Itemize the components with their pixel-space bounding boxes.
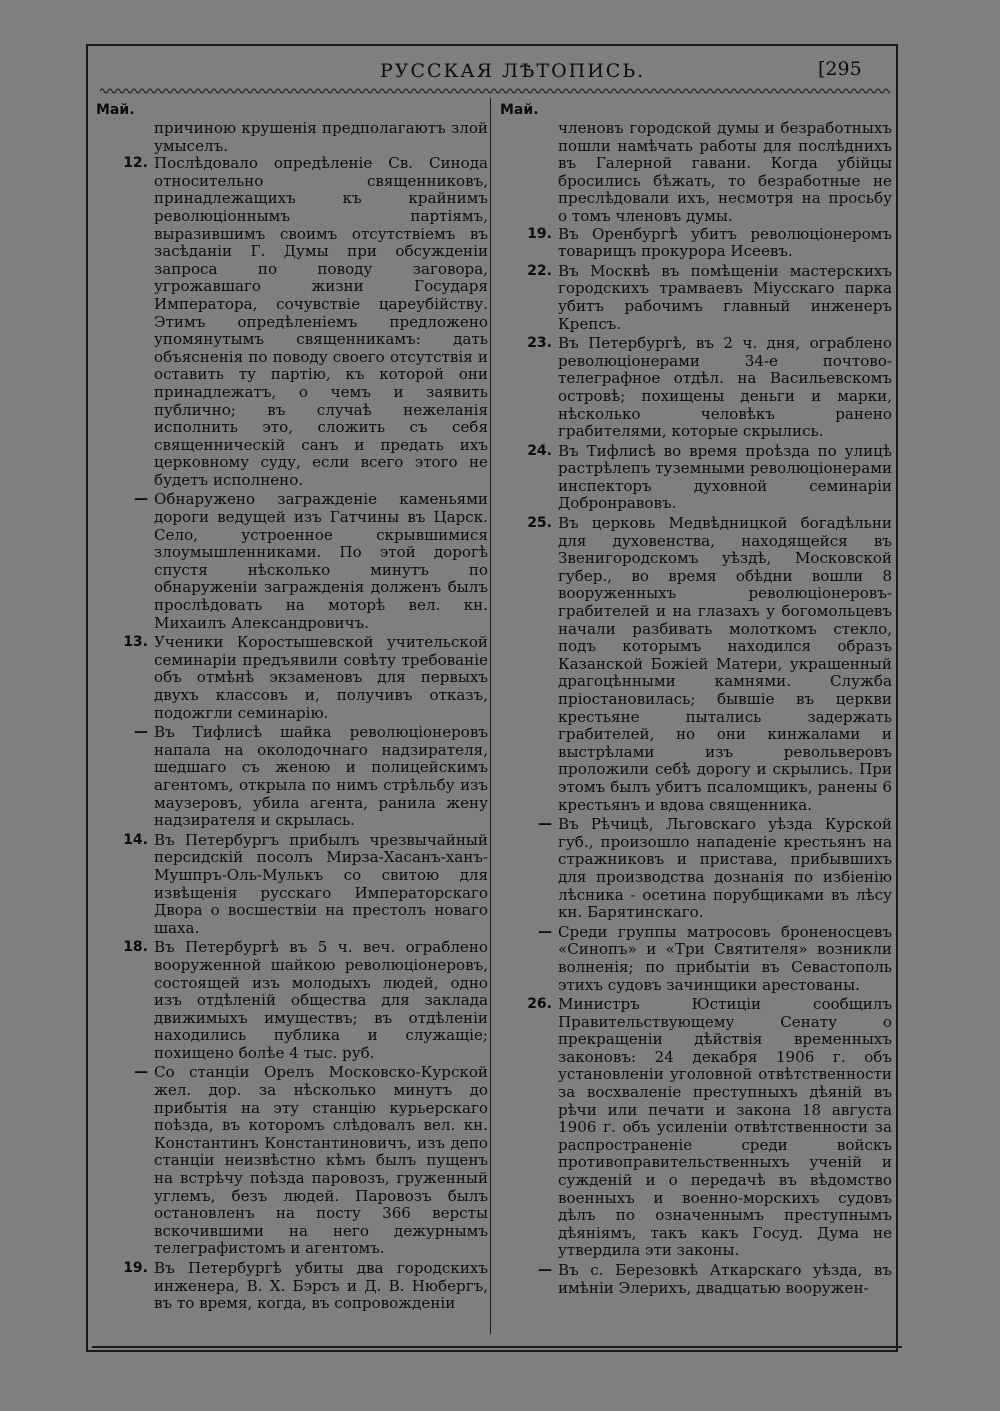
chronicle-entry	[500, 443, 892, 513]
chronicle-entry	[96, 1260, 488, 1313]
left-continuation: причиною крушенія предполагаютъ злой умыселъ.	[154, 119, 488, 155]
entry-day: —	[134, 491, 148, 508]
entry-day: 14.	[123, 831, 148, 848]
entry-text: Въ Петербургѣ въ 5 ч. веч. ограблено вооруженной шайкою революціонеровъ, состоящей изъ молодыхъ людей, одно изъ отдѣленій общества для заклада движимыхъ имуществъ; въ отдѣленіи находились публика и служащіе; похищено болѣе 4 тыс. руб.	[154, 938, 488, 1062]
right-month-label: Май.	[500, 102, 539, 118]
entry-text: Ученики Коростышевской учительской семинаріи предъявили совѣту требованіе объ отмѣнѣ экзаменовъ для первыхъ двухъ классовъ и, получивъ отказъ, подожгли семинарію.	[154, 633, 488, 722]
chronicle-entry	[500, 335, 892, 441]
entry-text: Со станціи Орелъ Московско-Курской жел. дор. за нѣсколько минутъ до прибытія на эту станцію курьерскаго поѣзда, въ которомъ слѣдовалъ вел. кн. Константинъ Константиновичъ, изъ депо станціи неизвѣстно кѣмъ былъ пущенъ на встрѣчу поѣзда паровозъ, груженный углемъ, безъ людей. Паровозъ былъ остановленъ на посту 366 версты вскочившими на него дежурнымъ телеграфистомъ и агентомъ.	[154, 1063, 488, 1258]
entry-text: Въ Петербургѣ убиты два городскихъ инженера, В. Х. Бэрсъ и Д. В. Нюбергъ, въ то время, когда, въ сопровожденіи	[154, 1259, 488, 1313]
entry-text: Министръ Юстиціи сообщилъ Правительствующему Сенату о прекращеніи дѣйствія временныхъ законовъ: 24 декабря 1906 г. объ установленіи уголовной отвѣтственности за восхваленіе преступныхъ дѣяній въ рѣчи или печати и закона 18 августа 1906 г. объ усиленіи отвѣтственности за распространеніе среди войскъ противоправительственныхъ ученій и сужденій и о передачѣ въ вѣдомство военныхъ и военно-морскихъ судовъ дѣлъ по означеннымъ преступнымъ дѣяніямъ, такъ какъ Госуд. Дума не утвердила эти законы.	[558, 995, 892, 1260]
entry-text: Въ Рѣчицѣ, Льговскаго уѣзда Курской губ., произошло нападеніе крестьянъ на стражниковъ и пристава, прибывшихъ для производства дознанія по избіенію лѣсника - осетина порубщиками въ лѣсу кн. Барятинскаго.	[558, 815, 892, 922]
entry-day: 24.	[527, 442, 552, 459]
left-month-label: Май.	[96, 102, 135, 118]
entry-day: 26.	[527, 996, 552, 1013]
entry-day: 18.	[123, 939, 148, 956]
right-continuation: членовъ городской думы и безработныхъ пошли намѣчать работы для послѣднихъ въ Галерной гавани. Когда убійцы бросились бѣжать, то безработные не преслѣдовали ихъ, несмотря на просьбу о томъ членовъ думы.	[558, 119, 892, 225]
entry-day: 22.	[527, 262, 552, 279]
chronicle-entry	[96, 939, 488, 1062]
chronicle-entry	[96, 491, 488, 632]
chronicle-entry	[96, 832, 488, 938]
entry-day: 19.	[123, 1260, 148, 1276]
entry-day: —	[538, 816, 552, 833]
chronicle-entry	[96, 1064, 488, 1258]
entry-day: 25.	[527, 515, 552, 532]
chronicle-entry	[96, 155, 488, 489]
entry-text: Обнаружено загражденіе каменьями дороги ведущей изъ Гатчины въ Царск. Село, устроенное скрывшимися злоумышленниками. По этой дорогѣ спустя нѣсколько минутъ по обнаруженіи загражденія долженъ былъ прослѣдовать на моторѣ вел. кн. Михаилъ Александровичъ.	[154, 490, 488, 632]
right-column	[500, 120, 892, 1299]
entry-text: Въ Оренбургѣ убитъ революціонеромъ товарищъ прокурора Исеевъ.	[558, 224, 892, 261]
entry-day: 12.	[123, 155, 148, 172]
chronicle-entry	[500, 996, 892, 1260]
chronicle-entry	[500, 226, 892, 261]
entry-text: Въ Москвѣ въ помѣщеніи мастерскихъ городскихъ трамваевъ Міусскаго парка убитъ рабочимъ главный инженеръ Крепсъ.	[558, 261, 892, 333]
entry-day: —	[134, 724, 148, 741]
entry-day: 19.	[527, 225, 552, 242]
chronicle-entry	[96, 724, 488, 830]
entry-text: Послѣдовало опредѣленіе Св. Синода относительно священниковъ, принадлежащихъ къ крайнимъ революціоннымъ партіямъ, выразившимъ своимъ отсутствіемъ въ засѣданіи Г. Думы при обсужденіи запроса по поводу заговора, угрожавшаго жизни Государя Императора, сочувствіе цареубійству. Этимъ опредѣленіемъ предложено упомянутымъ священникамъ: дать объясненія по поводу своего отсутствія и оставить ту партію, къ которой они принадлежатъ, о чемъ и заявить публично; въ случаѣ нежеланія исполнить это, сложить съ себя священническій санъ и предать ихъ церковному суду, если всего этого не будетъ исполнено.	[154, 154, 488, 489]
chronicle-entry	[500, 924, 892, 994]
entry-day: —	[538, 1262, 552, 1278]
page-header-title: РУССКАЯ ЛѢТОПИСЬ.	[380, 60, 646, 82]
left-column	[96, 120, 488, 1315]
chronicle-entry	[500, 515, 892, 814]
chronicle-entry	[500, 1262, 892, 1297]
column-divider	[490, 98, 491, 1334]
entry-text: Въ Тифлисѣ шайка революціонеровъ напала на околодочнаго надзирателя, шедшаго съ женою и полицейскимъ агентомъ, открыла по нимъ стрѣльбу изъ маузеровъ, убила агента, ранила жену надзирателя и скрылась.	[154, 723, 488, 830]
wavy-divider	[100, 86, 890, 96]
entry-text: Среди группы матросовъ броненосцевъ «Синопъ» и «Три Святителя» возникли волненія; по прибытіи въ Севастополь этихъ судовъ зачинщики арестованы.	[558, 922, 892, 994]
entry-day: —	[134, 1064, 148, 1081]
entry-text: Въ церковь Медвѣдницкой богадѣльни для духовенства, находящейся въ Звенигородскомъ уѣздѣ, Московской губер., во время обѣдни вошли 8 вооруженныхъ революціонеровъ-грабителей и на глазахъ у богомольцевъ начали разбивать молоткомъ стекло, подъ которымъ находился образъ Казанской Божіей Матери, украшенный драгоцѣнными камнями. Служба пріостановилась; бывшіе въ церкви крестьяне пытались задержать грабителей, но они кинжалами и выстрѣлами изъ револьверовъ проложили себѣ дорогу и скрылись. При этомъ былъ убитъ псаломщикъ, ранены 6 крестьянъ и вдова священника.	[558, 514, 892, 814]
entry-text: Въ Тифлисѣ во время проѣзда по улицѣ растрѣлепъ туземными революціонерами инспекторъ духовной семинаріи Добронравовъ.	[558, 441, 893, 513]
page-number: [295	[818, 58, 862, 80]
chronicle-entry	[500, 263, 892, 333]
entry-day: —	[538, 923, 552, 940]
bottom-rule	[92, 1346, 902, 1348]
entry-text: Въ Петербургѣ, въ 2 ч. дня, ограблено революціонерами 34-е почтово-телеграфное отдѣл. на Васильевскомъ островѣ; похищены деньги и марки, нѣсколько человѣкъ ранено грабителями, которые скрылись.	[558, 334, 892, 441]
chronicle-entry	[500, 816, 892, 922]
entry-day: 23.	[527, 335, 552, 352]
entry-day: 13.	[123, 634, 148, 651]
chronicle-entry	[96, 634, 488, 722]
entry-text: Въ с. Березовкѣ Аткарскаго уѣзда, въ имѣніи Элерихъ, двадцатью вооружен-	[558, 1261, 892, 1297]
entry-text: Въ Петербургъ прибылъ чрезвычайный персидскій посолъ Мирза-Хасанъ-ханъ-Мушпръ-Оль-Мулькъ со свитою для извѣщенія русскаго Императорскаго Двора о восшествіи на престолъ новаго шаха.	[154, 830, 488, 937]
